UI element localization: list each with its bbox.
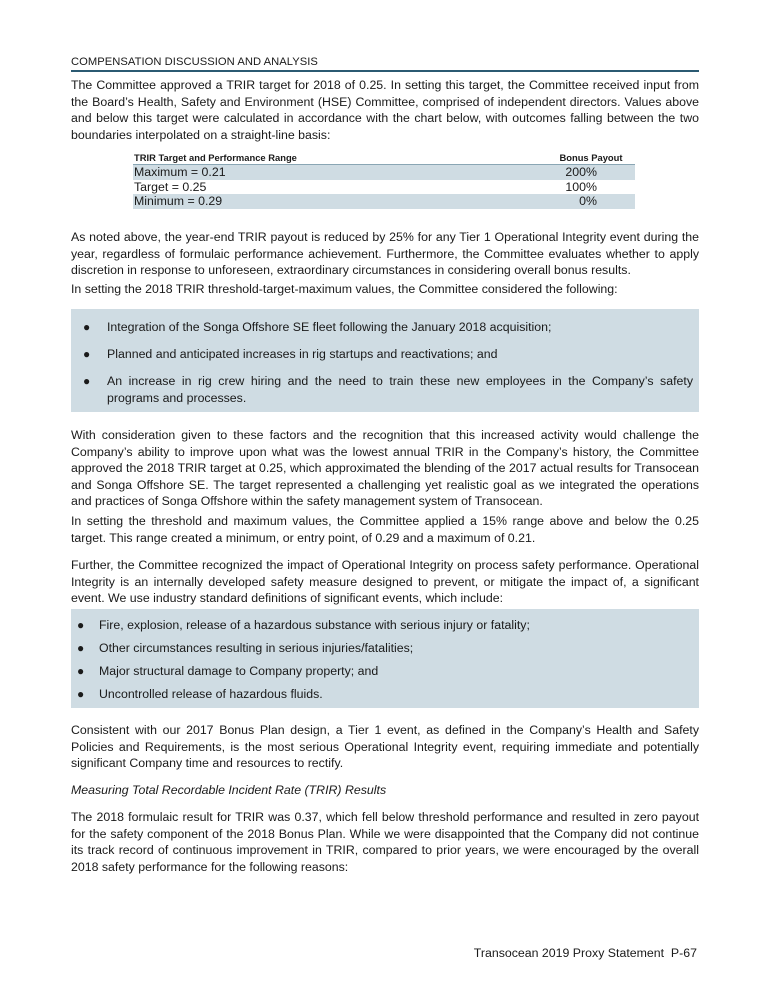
range-cell: Target = 0.25 [134, 179, 207, 194]
column-header-range: TRIR Target and Performance Range [134, 152, 297, 163]
bullet-icon: ● [77, 618, 85, 632]
considerations-list [71, 309, 699, 412]
paragraph-tier1-definition: Consistent with our 2017 Bonus Plan design, a Tier 1 event, as defined in the Company’s Health and Safety Policies and Requirements, is the most serious Operational Integrity event, requiring immediate and potentially significant Company time and resources to rectify. [71, 723, 699, 770]
bullet-icon: ● [77, 664, 85, 678]
header-divider [71, 70, 699, 72]
list-item-text: Integration of the Songa Offshore SE fleet following the January 2018 acquisition; [107, 320, 552, 334]
list-item-text: Planned and anticipated increases in rig startups and reactivations; and [107, 347, 498, 361]
table-row-minimum [133, 194, 635, 209]
payout-cell: 100% [565, 179, 597, 194]
subheading-trir-results: Measuring Total Recordable Incident Rate (TRIR) Results [71, 783, 387, 797]
range-cell: Maximum = 0.21 [134, 165, 226, 179]
bullet-icon: ● [77, 641, 85, 655]
list-item-text: Fire, explosion, release of a hazardous substance with serious injury or fatality; [99, 618, 530, 632]
table-header-row [133, 152, 635, 165]
table-row-target [133, 180, 635, 195]
performance-range-table [133, 152, 635, 209]
payout-cell: 0% [579, 194, 597, 209]
page-footer: Transocean 2019 Proxy Statement P-67 [473, 946, 697, 960]
section-title: COMPENSATION DISCUSSION AND ANALYSIS [71, 56, 318, 68]
paragraph-trir-target: The Committee approved a TRIR target for 2018 of 0.25. In setting this target, the Committee received input from the Board’s Health, Safety and Environment (HSE) Committee, comprised of independent directors. Values above and below this target were calculated in accordance with the chart below, with outcomes falling between the two boundaries interpolated on a straight-line basis: [71, 78, 699, 142]
paragraph-target-rationale: With consideration given to these factors and the recognition that this increased activity would challenge the Company’s ability to improve upon what was the lowest annual TRIR in the Company’s history, the Committee approved the 2018 TRIR target at 0.25, which approximated the blending of the 2017 actual results for Transocean and Songa Offshore SE. The target represented a challenging yet realistic goal as we integrated the operations and practices of Songa Offshore within the safety management system of Transocean. [71, 428, 699, 508]
range-cell: Minimum = 0.29 [134, 194, 223, 209]
bullet-icon: ● [83, 374, 91, 388]
paragraph-tier1-reduction: As noted above, the year-end TRIR payout is reduced by 25% for any Tier 1 Operational Integrity event during the year, regardless of formulaic performance achievement. Furthermore, the Committee evaluates whether to apply discretion in response to unforeseen, extraordinary circumstances in considering overall bonus results. [71, 230, 699, 277]
significant-events-list [71, 609, 699, 708]
bullet-icon: ● [83, 347, 91, 361]
payout-cell: 200% [565, 165, 597, 179]
list-item-text: An increase in rig crew hiring and the need to train these new employees in the Company’s safety programs and processes. [107, 374, 693, 405]
bullet-icon: ● [83, 320, 91, 334]
paragraph-trir-results: The 2018 formulaic result for TRIR was 0.37, which fell below threshold performance and resulted in zero payout for the safety component of the 2018 Bonus Plan. While we were disappointed that the Company did not continue its track record of continuous improvement in TRIR, compared to prior years, we were encouraged by the overall 2018 safety performance for the following reasons: [71, 810, 699, 874]
table-row-maximum [133, 165, 635, 180]
list-item-text: Major structural damage to Company property; and [99, 664, 379, 678]
column-header-payout: Bonus Payout [559, 152, 623, 163]
paragraph-operational-integrity: Further, the Committee recognized the impact of Operational Integrity on process safety performance. Operational Integrity is an internally developed safety measure designed to prevent, or mitigate the impact of, a significant event. We use industry standard definitions of significant events, which include: [71, 558, 699, 605]
list-item-text: Other circumstances resulting in serious injuries/fatalities; [99, 641, 414, 655]
paragraph-considerations-intro: In setting the 2018 TRIR threshold-target-maximum values, the Committee considered the following: [71, 282, 618, 296]
paragraph-range: In setting the threshold and maximum values, the Committee applied a 15% range above and below the 0.25 target. This range created a minimum, or entry point, of 0.29 and a maximum of 0.21. [71, 514, 699, 545]
bullet-icon: ● [77, 687, 85, 701]
list-item-text: Uncontrolled release of hazardous fluids. [99, 687, 323, 701]
